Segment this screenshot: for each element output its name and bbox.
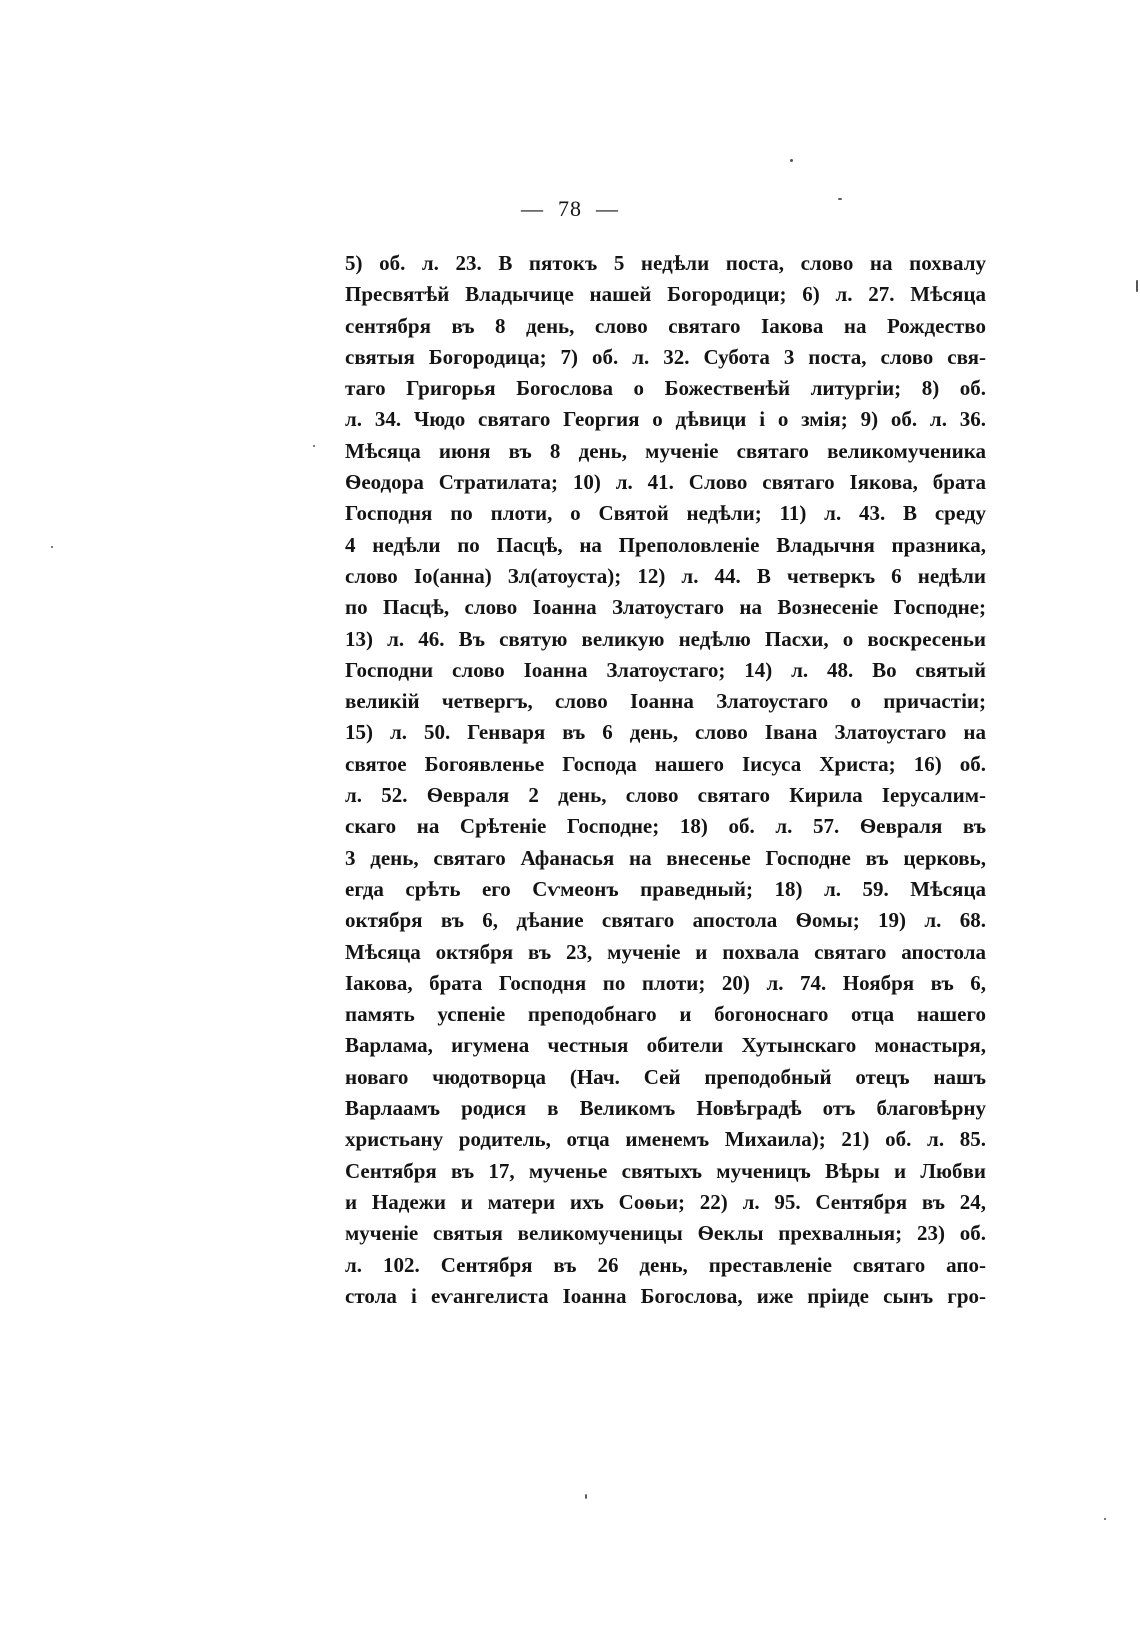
dash-left: — [521,196,544,221]
text-line: Варлама, игумена честныя обители Хутынскаго монастыря, [345,1033,986,1058]
text-line: октября въ 6, дѣание святаго апостола Ѳомы; 19) л. 68. [345,908,986,933]
scan-speck [790,159,793,162]
text-line: христьану родитель, отца именемъ Михаила); 21) об. л. 85. [345,1127,986,1152]
text-line: Іакова, брата Господня по плоти; 20) л. 74. Ноября въ 6, [345,970,986,995]
text-line: л. 34. Чюдо святаго Георгия о дѣвици і о змія; 9) об. л. 36. [345,407,986,432]
text-line: святое Богоявленье Господа нашего Іисуса Христа; 16) об. [345,751,986,776]
text-line: мученіе святыя великомученицы Ѳеклы прехвалныя; 23) об. [345,1221,986,1246]
text-line: скаго на Срѣтеніе Господне; 18) об. л. 57. Ѳевраля въ [345,814,986,839]
page-number: 78 [558,196,582,221]
text-line: стола і еѵангелиста Іоанна Богослова, иже пріиде сынъ гро- [345,1283,986,1308]
page-number-header [0,196,1140,222]
text-line: 5) об. л. 23. В пятокъ 5 недѣли поста, слово на похвалу [345,251,986,275]
scan-speck [585,1494,587,1499]
text-line: л. 102. Сентября въ 26 день, преставленіе святаго апо- [345,1252,986,1277]
text-line: егда срѣть его Сѵмеонъ праведный; 18) л. 59. Мѣсяца [345,876,986,901]
text-line: по Пасцѣ, слово Іоанна Златоустаго на Вознесеніе Господне; [345,595,986,620]
text-line: Мѣсяца октября въ 23, мученіе и похвала святаго апостола [345,939,986,964]
text-line: Господни слово Іоанна Златоустаго; 14) л. 48. Во святый [345,657,986,682]
text-line: и Надежи и матери ихъ Соѳьи; 22) л. 95. Сентября въ 24, [345,1189,986,1214]
scan-speck [1136,280,1138,292]
text-line: таго Григорья Богослова о Божественѣй литургіи; 8) об. [345,376,986,401]
scan-speck [838,198,842,200]
text-line: святыя Богородица; 7) об. л. 32. Субота 3 поста, слово свя- [345,344,986,369]
text-line: Пресвятѣй Владычице нашей Богородици; 6) л. 27. Мѣсяца [345,282,986,307]
body-text [345,248,986,1312]
text-line: великій четвергъ, слово Іоанна Златоустаго о причастіи; [345,689,986,714]
text-line: сентября въ 8 день, слово святаго Іакова на Рождество [345,313,986,338]
text-line: Сентября въ 17, мученье святыхъ мученицъ Вѣры и Любви [345,1158,986,1183]
text-line: л. 52. Ѳевраля 2 день, слово святаго Кирила Іерусалим- [345,783,986,808]
scan-speck [51,546,53,548]
text-line: память успеніе преподобнаго и богоноснаго отца нашего [345,1002,986,1027]
text-line: 3 день, святаго Афанасья на внесенье Господне въ церковь, [345,845,986,870]
text-line: новаго чюдотворца (Нач. Сей преподобный отецъ нашъ [345,1064,986,1089]
scan-speck [313,445,315,447]
text-line: 4 недѣли по Пасцѣ, на Преполовленіе Владычня празника, [345,532,986,557]
scan-speck [1104,1518,1106,1520]
text-line: Ѳеодора Стратилата; 10) л. 41. Слово святаго Іякова, брата [345,470,986,495]
text-line: Варлаамъ родися в Великомъ Новѣградѣ отъ благовѣрну [345,1096,986,1121]
text-line: 13) л. 46. Въ святую великую недѣлю Пасхи, о воскресеньи [345,626,986,651]
dash-right: — [596,196,619,221]
text-line: слово Іо(анна) Зл(атоуста); 12) л. 44. В четверкъ 6 недѣли [345,563,986,588]
text-line: Мѣсяца июня въ 8 день, мученіе святаго великомученика [345,438,986,463]
text-line: 15) л. 50. Генваря въ 6 день, слово Івана Златоустаго на [345,720,986,745]
text-line: Господня по плоти, о Святой недѣли; 11) л. 43. В среду [345,501,986,526]
